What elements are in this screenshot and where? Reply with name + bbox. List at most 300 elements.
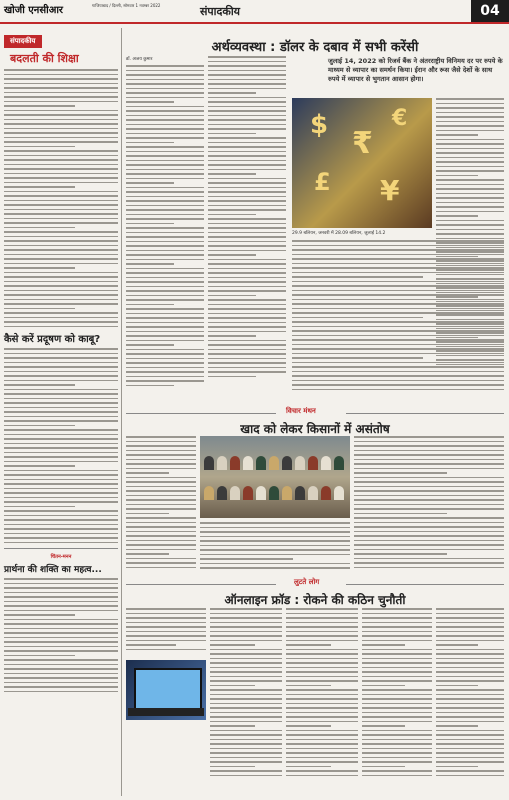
- text-line: [4, 141, 118, 143]
- text-line: [126, 250, 204, 252]
- text-line: [4, 506, 75, 508]
- person-figure: [269, 486, 279, 500]
- text-line: [4, 524, 118, 526]
- text-line: [126, 481, 196, 483]
- text-line: [354, 499, 504, 501]
- text-line: [4, 110, 118, 112]
- text-line: [126, 290, 204, 292]
- text-line: [126, 558, 196, 560]
- text-line: [210, 649, 282, 651]
- text-line: [4, 587, 118, 589]
- text-line: [4, 294, 118, 296]
- text-line: [210, 743, 282, 745]
- text-line: [286, 653, 358, 655]
- person-figure: [282, 456, 292, 470]
- text-line: [4, 159, 118, 161]
- text-line: [286, 676, 358, 678]
- text-line: [210, 680, 282, 682]
- text-line: [354, 463, 504, 465]
- text-line: [210, 608, 282, 610]
- text-line: [126, 486, 196, 488]
- text-line: [200, 540, 350, 542]
- text-line: [436, 644, 478, 646]
- text-line: [362, 757, 432, 759]
- text-line: [210, 689, 282, 691]
- text-line: [126, 477, 196, 479]
- text-line: [126, 358, 204, 360]
- text-line: [436, 143, 504, 145]
- text-line: [354, 513, 447, 515]
- text-line: [4, 146, 75, 148]
- text-line: [4, 285, 118, 287]
- text-line: [126, 317, 204, 319]
- person-figure: [321, 486, 331, 500]
- text-line: [126, 499, 196, 501]
- text-line: [208, 308, 286, 310]
- text-line: [4, 195, 118, 197]
- text-line: [292, 371, 504, 373]
- text-line: [126, 376, 204, 378]
- lutate-tag: लुटते लोग: [294, 578, 320, 586]
- text-line: [436, 662, 504, 664]
- text-line: [362, 653, 432, 655]
- text-line: [4, 650, 118, 652]
- text-line: [4, 528, 118, 530]
- text-line: [4, 317, 118, 319]
- text-line: [208, 268, 286, 270]
- text-line: [354, 517, 504, 519]
- text-line: [292, 245, 504, 247]
- text-line: [126, 214, 204, 216]
- text-line: [208, 65, 286, 67]
- text-line: [436, 694, 504, 696]
- text-line: [208, 376, 256, 378]
- lutate-column-5: [436, 608, 504, 779]
- text-line: [362, 725, 405, 727]
- text-line: [126, 380, 204, 382]
- text-line: [4, 132, 118, 134]
- text-line: [4, 402, 118, 404]
- text-line: [208, 272, 286, 274]
- text-line: [126, 308, 204, 310]
- text-line: [4, 308, 75, 310]
- text-line: [436, 775, 504, 777]
- text-line: [292, 353, 504, 355]
- text-line: [208, 290, 286, 292]
- text-line: [362, 622, 432, 624]
- text-line: [208, 353, 286, 355]
- text-line: [126, 232, 204, 234]
- left-sub-headline: कैसे करें प्रदूषण को काबू?: [4, 334, 101, 345]
- text-line: [436, 202, 504, 204]
- text-line: [286, 671, 358, 673]
- text-line: [208, 245, 286, 247]
- text-line: [4, 105, 75, 107]
- text-line: [354, 445, 504, 447]
- text-line: [200, 531, 350, 533]
- text-line: [126, 263, 174, 265]
- text-line: [436, 107, 504, 109]
- text-line: [362, 770, 432, 772]
- text-line: [4, 420, 118, 422]
- text-line: [126, 504, 196, 506]
- text-line: [4, 407, 118, 409]
- text-line: [4, 227, 75, 229]
- text-line: [208, 304, 286, 306]
- text-line: [436, 626, 504, 628]
- laptop-image: [126, 660, 206, 720]
- text-line: [4, 583, 118, 585]
- text-line: [436, 211, 504, 213]
- text-line: [4, 673, 118, 675]
- text-line: [286, 626, 358, 628]
- text-line: [200, 545, 350, 547]
- text-line: [208, 169, 286, 171]
- person-figure: [217, 486, 227, 500]
- person-figure: [308, 456, 318, 470]
- lead-column-1: [126, 56, 204, 389]
- text-line: [362, 608, 432, 610]
- text-line: [126, 353, 204, 355]
- text-line: [436, 139, 504, 141]
- text-line: [292, 240, 504, 242]
- text-line: [126, 436, 196, 438]
- text-line: [354, 526, 504, 528]
- text-line: [362, 667, 432, 669]
- text-line: [292, 303, 504, 305]
- text-line: [362, 680, 432, 682]
- text-line: [126, 191, 204, 193]
- header-rule: [0, 22, 509, 24]
- text-line: [354, 549, 504, 551]
- text-line: [4, 443, 118, 445]
- text-line: [126, 644, 176, 646]
- text-line: [286, 644, 331, 646]
- text-line: [126, 626, 206, 628]
- rule-left-2: [126, 584, 276, 585]
- text-line: [208, 142, 286, 144]
- text-line: [126, 445, 196, 447]
- text-line: [210, 653, 282, 655]
- text-line: [354, 450, 504, 452]
- vichar-text-3: [354, 436, 504, 568]
- text-line: [4, 515, 118, 517]
- text-line: [126, 299, 204, 301]
- text-line: [362, 743, 432, 745]
- lutate-column-2: [210, 608, 282, 779]
- text-line: [4, 375, 118, 377]
- text-line: [210, 667, 282, 669]
- text-line: [436, 121, 504, 123]
- text-line: [436, 617, 504, 619]
- text-line: [208, 160, 286, 162]
- text-line: [4, 69, 118, 71]
- text-line: [436, 685, 478, 687]
- text-line: [126, 562, 196, 564]
- text-line: [4, 371, 118, 373]
- text-line: [126, 254, 204, 256]
- text-line: [4, 249, 118, 251]
- text-line: [126, 241, 204, 243]
- text-line: [210, 712, 282, 714]
- text-line: [362, 658, 432, 660]
- text-line: [208, 83, 286, 85]
- text-line: [354, 459, 504, 461]
- text-line: [4, 254, 118, 256]
- text-line: [436, 98, 504, 100]
- text-line: [126, 371, 204, 373]
- lutate-column-4: [362, 608, 432, 779]
- text-line: [126, 631, 206, 633]
- text-line: [4, 200, 118, 202]
- chintan-tag: चिंतन-मनन: [50, 554, 72, 560]
- text-line: [354, 522, 504, 524]
- text-line: [210, 698, 282, 700]
- text-line: [354, 468, 504, 470]
- text-line: [286, 707, 358, 709]
- text-line: [436, 707, 504, 709]
- text-line: [126, 362, 204, 364]
- text-line: [286, 730, 358, 732]
- text-line: [362, 644, 405, 646]
- text-line: [208, 209, 286, 211]
- left-article-text-3: [4, 578, 118, 692]
- text-line: [4, 677, 118, 679]
- text-line: [126, 635, 206, 637]
- text-line: [208, 133, 256, 135]
- text-line: [126, 128, 204, 130]
- text-line: [436, 712, 504, 714]
- text-line: [126, 281, 204, 283]
- text-line: [362, 676, 432, 678]
- text-line: [362, 752, 432, 754]
- text-line: [436, 157, 504, 159]
- text-line: [210, 761, 282, 763]
- text-line: [4, 218, 118, 220]
- text-line: [4, 623, 118, 625]
- text-line: [436, 148, 504, 150]
- text-line: [292, 299, 504, 301]
- vichar-header: [126, 407, 504, 421]
- person-figure: [217, 456, 227, 470]
- text-line: [208, 241, 286, 243]
- text-line: [126, 169, 204, 171]
- text-line: [4, 326, 118, 328]
- lead-text-3: [292, 240, 504, 390]
- text-line: [126, 608, 206, 610]
- text-line: [436, 770, 504, 772]
- text-line: [362, 703, 432, 705]
- text-line: [126, 164, 204, 166]
- text-line: [354, 540, 504, 542]
- text-line: [210, 734, 282, 736]
- text-line: [286, 703, 358, 705]
- text-line: [208, 331, 286, 333]
- text-line: [286, 770, 358, 772]
- text-line: [126, 326, 204, 328]
- left-article-text-1: [4, 69, 118, 327]
- text-line: [4, 128, 118, 130]
- text-line: [208, 92, 256, 94]
- text-line: [126, 622, 206, 624]
- text-line: [292, 366, 504, 368]
- text-line: [200, 522, 350, 524]
- text-line: [126, 119, 204, 121]
- text-line: [126, 513, 169, 515]
- text-line: [4, 614, 75, 616]
- text-line: [210, 676, 282, 678]
- text-line: [208, 191, 286, 193]
- text-line: [208, 313, 286, 315]
- text-line: [4, 470, 118, 472]
- text-line: [436, 130, 504, 132]
- text-line: [292, 281, 504, 283]
- text-line: [210, 757, 282, 759]
- text-line: [208, 344, 286, 346]
- text-line: [286, 694, 358, 696]
- text-line: [362, 649, 432, 651]
- text-line: [126, 450, 196, 452]
- text-line: [436, 676, 504, 678]
- text-line: [126, 110, 204, 112]
- text-line: [292, 344, 504, 346]
- text-line: [208, 205, 286, 207]
- text-line: [126, 472, 169, 474]
- text-line: [4, 168, 118, 170]
- text-line: [286, 766, 331, 768]
- text-line: [208, 146, 286, 148]
- text-line: [436, 220, 504, 222]
- text-line: [436, 716, 504, 718]
- text-line: [208, 214, 256, 216]
- text-line: [126, 385, 174, 387]
- text-line: [4, 96, 118, 98]
- text-line: [208, 187, 286, 189]
- lutate-text-5: [436, 608, 504, 776]
- text-line: [292, 276, 423, 278]
- text-line: [436, 613, 504, 615]
- text-line: [286, 716, 358, 718]
- text-line: [286, 631, 358, 633]
- text-line: [208, 367, 286, 369]
- text-line: [126, 137, 204, 139]
- person-figure: [321, 456, 331, 470]
- lutate-text-3: [286, 608, 358, 776]
- text-line: [292, 272, 504, 274]
- text-line: [126, 313, 204, 315]
- text-line: [362, 761, 432, 763]
- text-line: [208, 340, 286, 342]
- text-line: [126, 640, 206, 642]
- text-line: [4, 299, 118, 301]
- text-line: [4, 173, 118, 175]
- text-line: [292, 258, 504, 260]
- text-line: [286, 761, 358, 763]
- text-line: [286, 721, 358, 723]
- text-line: [208, 56, 286, 58]
- text-line: [126, 454, 196, 456]
- text-line: [286, 680, 358, 682]
- text-line: [4, 416, 118, 418]
- text-line: [126, 182, 174, 184]
- text-line: [4, 155, 118, 157]
- text-line: [4, 74, 118, 76]
- text-line: [210, 658, 282, 660]
- text-line: [208, 362, 286, 364]
- text-line: [200, 536, 350, 538]
- text-line: [4, 353, 118, 355]
- text-line: [208, 61, 286, 63]
- text-line: [436, 757, 504, 759]
- text-line: [354, 508, 504, 510]
- text-line: [208, 137, 286, 139]
- text-line: [4, 668, 118, 670]
- text-line: [126, 173, 204, 175]
- text-line: [292, 326, 504, 328]
- text-line: [208, 263, 286, 265]
- text-line: [4, 312, 118, 314]
- text-line: [4, 83, 118, 85]
- text-line: [210, 707, 282, 709]
- left-divider: [4, 548, 118, 549]
- lead-column-3: [292, 240, 504, 393]
- lead-pull-quote: जुलाई 14, 2022 को रिजर्व बैंक ने अंतरराष्ट्रीय विनिमय दर पर रुपये के माध्यम से व्यापार का समर्थन किया। ईरान और रूस जैसे देशों के साथ रुपये में व्यापार से भुगतान आसान होगा।: [328, 57, 503, 83]
- left-column: [4, 28, 118, 796]
- text-line: [436, 730, 504, 732]
- text-line: [126, 649, 206, 651]
- text-line: [208, 97, 286, 99]
- text-line: [126, 142, 174, 144]
- text-line: [126, 115, 204, 117]
- text-line: [4, 398, 118, 400]
- text-line: [208, 277, 286, 279]
- text-line: [126, 468, 196, 470]
- text-line: [4, 393, 118, 395]
- text-line: [126, 535, 196, 537]
- text-line: [436, 215, 478, 217]
- text-line: [4, 605, 118, 607]
- text-line: [4, 164, 118, 166]
- text-line: [200, 567, 350, 569]
- person-figure: [308, 486, 318, 500]
- text-line: [208, 178, 286, 180]
- text-line: [354, 454, 504, 456]
- text-line: [362, 739, 432, 741]
- text-line: [292, 317, 423, 319]
- text-line: [436, 233, 504, 235]
- rule-left: [126, 413, 276, 414]
- text-line: [4, 488, 118, 490]
- text-line: [354, 486, 504, 488]
- text-line: [292, 263, 504, 265]
- text-line: [4, 303, 118, 305]
- text-line: [210, 766, 255, 768]
- text-line: [200, 563, 350, 565]
- text-line: [362, 662, 432, 664]
- text-line: [362, 685, 405, 687]
- text-line: [208, 317, 286, 319]
- text-line: [200, 558, 293, 560]
- text-line: [286, 662, 358, 664]
- text-line: [286, 613, 358, 615]
- vichar-column-3: [354, 436, 504, 571]
- text-line: [4, 533, 118, 535]
- lead-byline: डॉ. अजय कुमार: [126, 57, 153, 62]
- text-line: [126, 495, 196, 497]
- text-line: [362, 716, 432, 718]
- text-line: [210, 644, 255, 646]
- text-line: [208, 349, 286, 351]
